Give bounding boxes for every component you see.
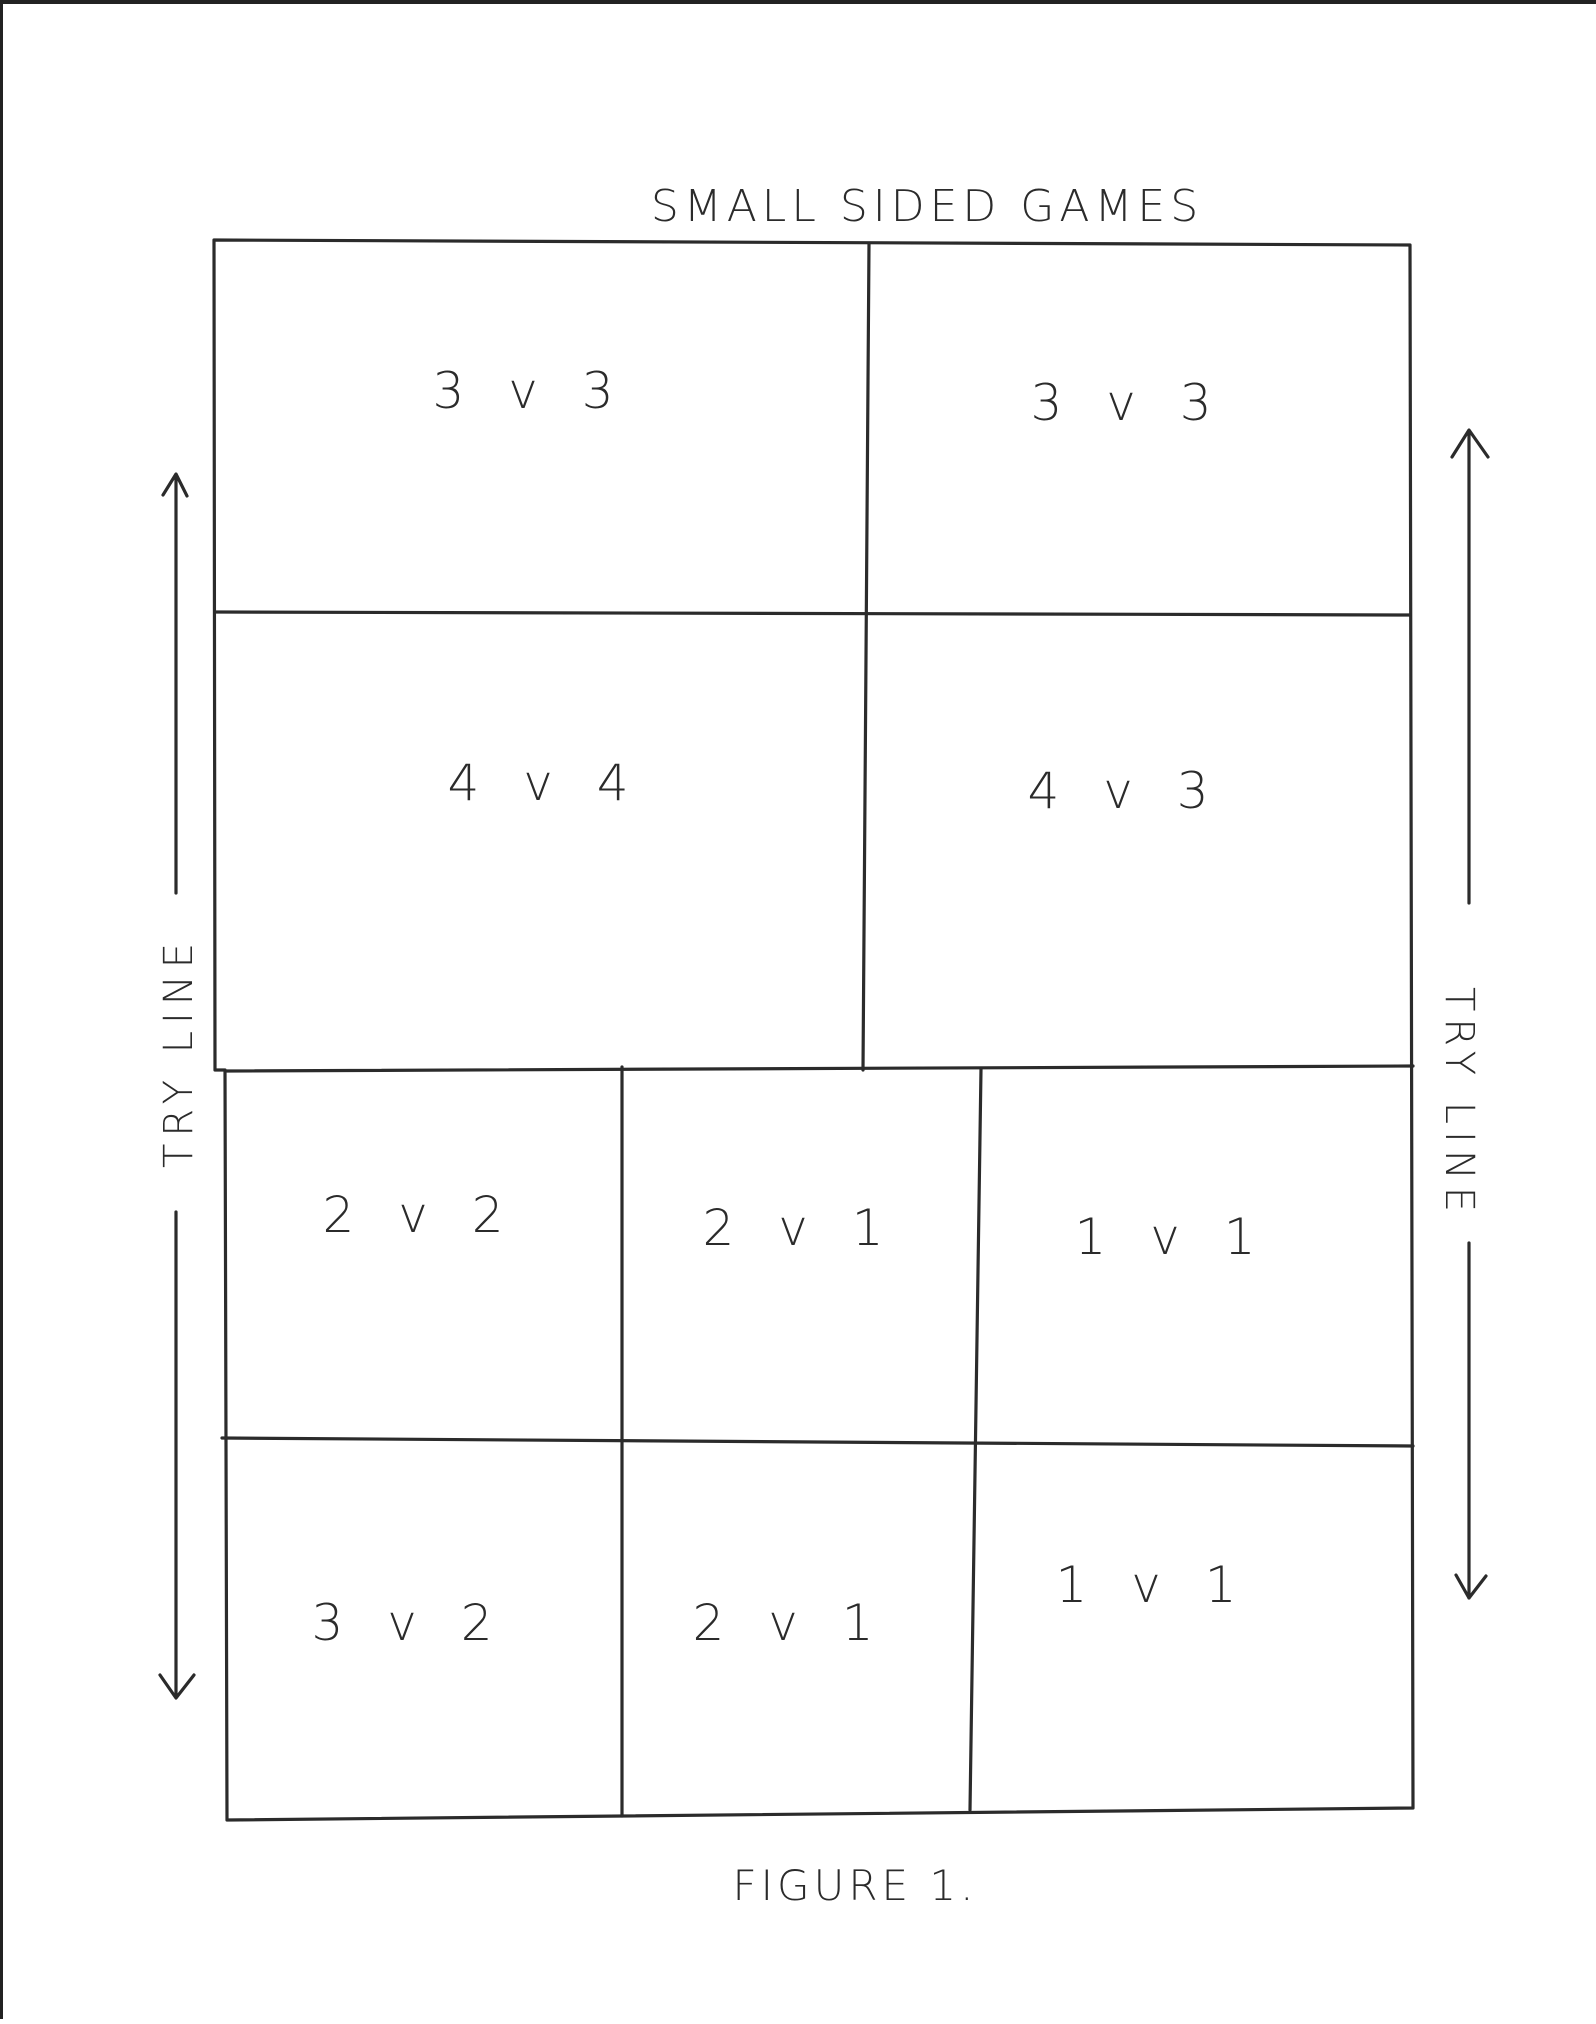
left-up-arrow xyxy=(163,474,187,893)
cell-label-1v1-top: 1 v 1 xyxy=(1074,1208,1270,1266)
cell-label-1v1-bottom: 1 v 1 xyxy=(1055,1556,1251,1614)
left-try-line-label: TRY LINE xyxy=(156,935,202,1169)
divider-h-3 xyxy=(222,1438,1413,1446)
cell-label-4v4: 4 v 4 xyxy=(447,754,643,812)
cell-label-2v1-bottom: 2 v 1 xyxy=(692,1594,888,1652)
divider-v-right xyxy=(970,1069,981,1810)
left-try-line xyxy=(156,474,202,1698)
right-try-line-label: TRY LINE xyxy=(1436,986,1482,1220)
left-down-arrow xyxy=(160,1212,194,1698)
cell-label-3v3-left: 3 v 3 xyxy=(432,362,628,420)
figure-caption: FIGURE 1. xyxy=(732,1861,978,1910)
cell-label-2v2: 2 v 2 xyxy=(322,1186,518,1244)
scan-left-edge xyxy=(0,0,3,2019)
scan-top-edge xyxy=(0,0,1596,4)
cell-label-2v1-top: 2 v 1 xyxy=(702,1199,898,1257)
cell-label-3v2: 3 v 2 xyxy=(311,1594,507,1652)
right-try-line xyxy=(1436,430,1488,1598)
divider-v-top xyxy=(863,244,869,1070)
divider-h-1 xyxy=(215,612,1410,615)
divider-h-2 xyxy=(227,1066,1413,1071)
cell-label-3v3-right: 3 v 3 xyxy=(1030,374,1226,432)
diagram-title: SMALL SIDED GAMES xyxy=(650,181,1204,232)
right-down-arrow xyxy=(1456,1243,1486,1598)
right-up-arrow xyxy=(1452,430,1488,903)
cell-label-4v3: 4 v 3 xyxy=(1027,762,1223,820)
